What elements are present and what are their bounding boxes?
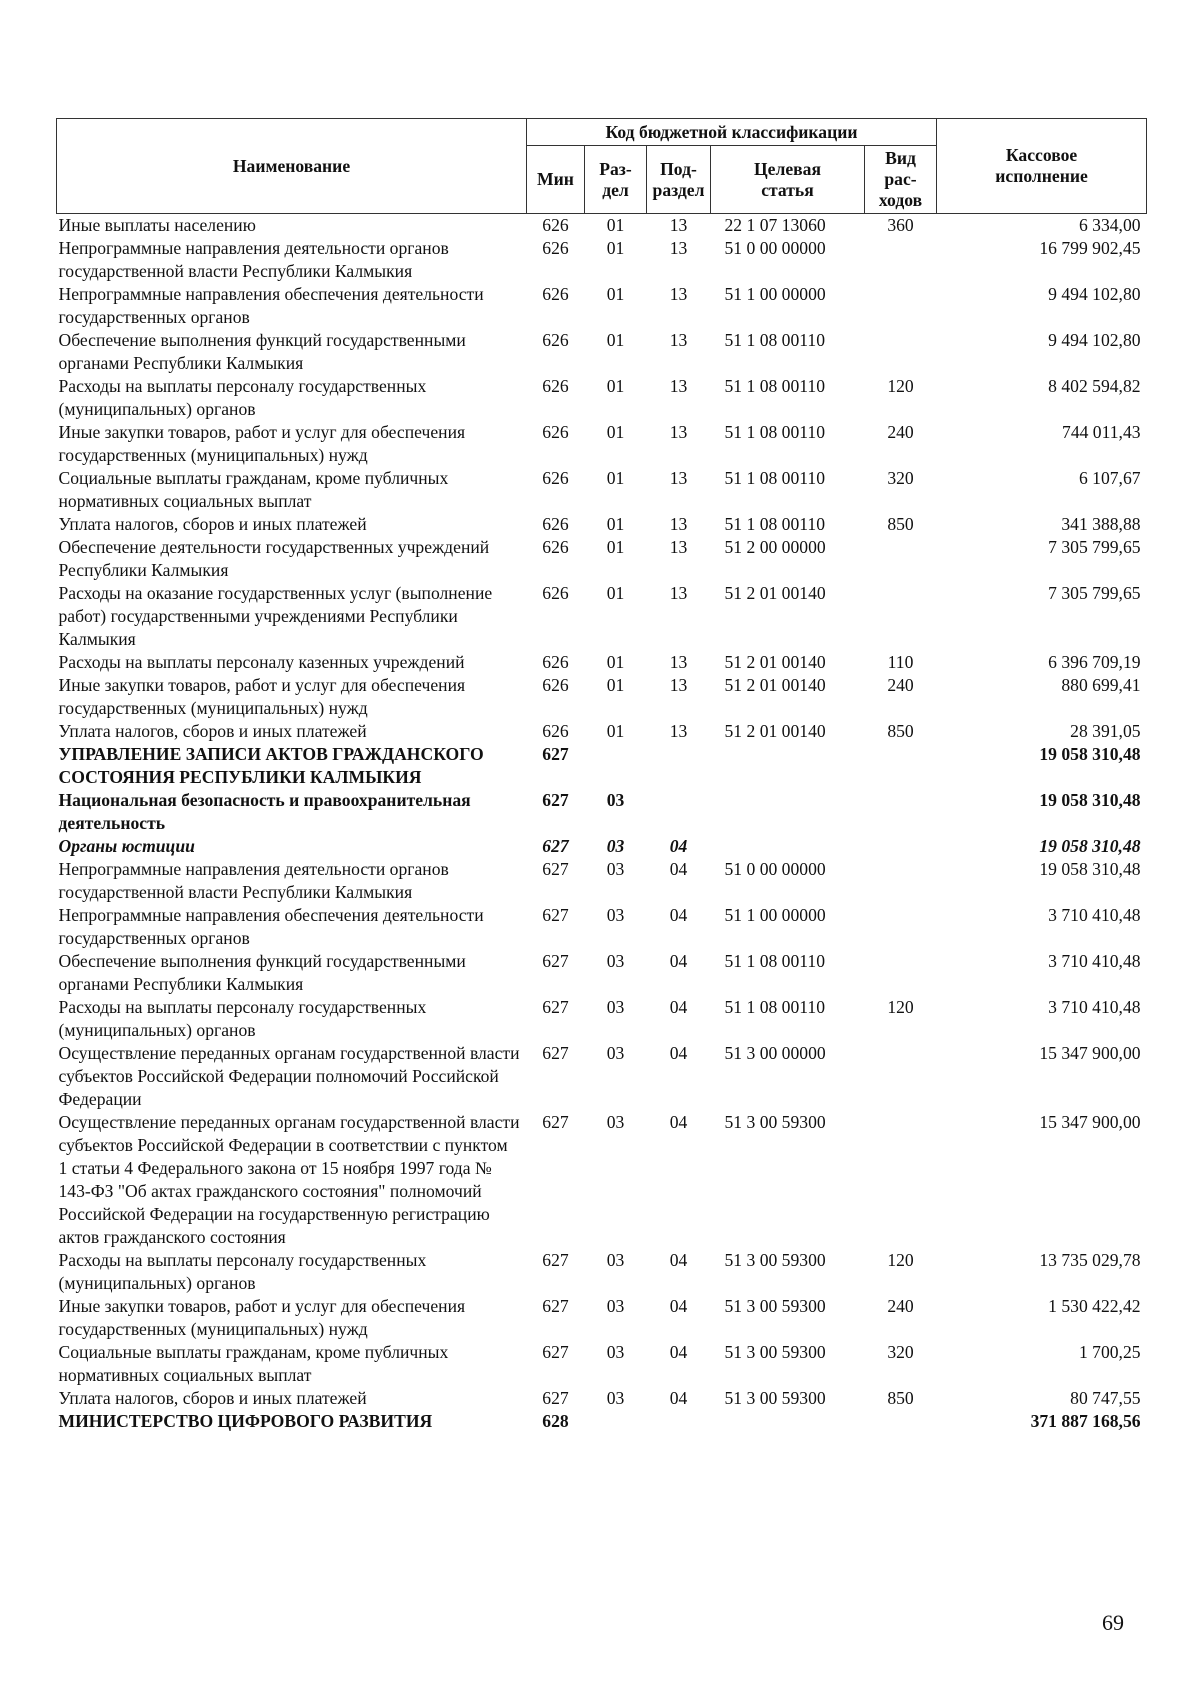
row-name: Обеспечение деятельности государственных учреждений Республики Калмыкия [58, 537, 490, 580]
row-target-article: 51 2 01 00140 [724, 675, 826, 695]
row-razdel: 03 [606, 836, 625, 856]
row-min: 626 [542, 652, 569, 672]
row-razdel: 01 [606, 330, 625, 350]
row-razdel: 01 [606, 721, 625, 741]
row-target-article: 51 1 00 00000 [724, 905, 826, 925]
row-cash-execution: 9 494 102,80 [1048, 330, 1141, 350]
row-podrazdel: 13 [669, 422, 688, 442]
row-podrazdel: 04 [669, 1388, 688, 1408]
row-razdel: 01 [606, 537, 625, 557]
table-row [57, 513, 1147, 536]
row-target-article: 51 0 00 00000 [724, 859, 826, 879]
row-name: Социальные выплаты гражданам, кроме публичных нормативных социальных выплат [58, 468, 449, 511]
header-classification-group: Код бюджетной классификации [527, 119, 937, 146]
row-razdel: 03 [606, 1296, 625, 1316]
header-name: Наименование [57, 119, 527, 214]
row-podrazdel: 04 [669, 1296, 688, 1316]
table-body [57, 214, 1147, 1434]
table-row [57, 421, 1147, 467]
row-expense-type: 120 [887, 997, 914, 1017]
row-name: Непрограммные направления обеспечения деятельности государственных органов [58, 284, 484, 327]
row-razdel [585, 743, 647, 789]
row-razdel: 01 [606, 514, 625, 534]
row-min: 627 [542, 1043, 569, 1063]
row-cash-execution: 880 699,41 [1061, 675, 1141, 695]
row-podrazdel: 13 [669, 652, 688, 672]
row-podrazdel [647, 789, 711, 835]
row-target-article: 51 1 08 00110 [724, 376, 826, 396]
row-target-article: 51 2 01 00140 [724, 652, 826, 672]
row-cash-execution: 341 388,88 [1061, 514, 1141, 534]
row-min: 626 [542, 215, 569, 235]
row-cash-execution: 3 710 410,48 [1048, 951, 1141, 971]
row-podrazdel: 04 [669, 1342, 688, 1362]
row-expense-type: 240 [887, 1296, 914, 1316]
row-min: 627 [542, 1112, 569, 1132]
row-name: Осуществление переданных органам государственной власти субъектов Российской Федерации полномочий Российской Федерации [58, 1043, 520, 1109]
row-podrazdel: 13 [669, 284, 688, 304]
row-cash-execution: 371 887 168,56 [1030, 1411, 1141, 1431]
table-row [57, 1249, 1147, 1295]
row-min: 626 [542, 721, 569, 741]
row-expense-type: 850 [887, 514, 914, 534]
row-min: 626 [542, 583, 569, 603]
table-row [57, 904, 1147, 950]
row-razdel: 03 [606, 951, 625, 971]
row-min: 627 [542, 905, 569, 925]
row-name: Непрограммные направления деятельности органов государственной власти Республики Калмыкия [58, 238, 449, 281]
row-expense-type: 850 [887, 1388, 914, 1408]
row-expense-type [865, 1042, 937, 1111]
row-min: 626 [542, 537, 569, 557]
row-razdel: 01 [606, 675, 625, 695]
row-razdel: 03 [606, 1250, 625, 1270]
row-expense-type: 240 [887, 675, 914, 695]
row-target-article: 51 1 08 00110 [724, 330, 826, 350]
row-min: 626 [542, 238, 569, 258]
row-name: Расходы на выплаты персоналу государственных (муниципальных) органов [58, 997, 427, 1040]
row-expense-type [865, 904, 937, 950]
row-podrazdel [647, 1410, 711, 1433]
table-row [57, 1042, 1147, 1111]
row-cash-execution: 7 305 799,65 [1048, 583, 1141, 603]
row-podrazdel: 04 [669, 905, 688, 925]
row-target-article: 51 1 08 00110 [724, 468, 826, 488]
row-target-article: 51 1 00 00000 [724, 284, 826, 304]
row-expense-type: 120 [887, 376, 914, 396]
row-podrazdel: 13 [669, 330, 688, 350]
row-name: Иные закупки товаров, работ и услуг для обеспечения государственных (муниципальных) нужд [58, 1296, 466, 1339]
row-razdel: 03 [606, 1112, 625, 1132]
row-min: 626 [542, 376, 569, 396]
row-name: Непрограммные направления деятельности органов государственной власти Республики Калмыкия [58, 859, 449, 902]
row-expense-type [865, 283, 937, 329]
row-cash-execution: 6 396 709,19 [1048, 652, 1141, 672]
row-podrazdel: 13 [669, 675, 688, 695]
table-header [57, 119, 1147, 214]
row-razdel: 01 [606, 238, 625, 258]
row-podrazdel: 13 [669, 215, 688, 235]
row-name: Уплата налогов, сборов и иных платежей [58, 721, 367, 741]
row-target-article: 51 2 00 00000 [724, 537, 826, 557]
row-expense-type [865, 743, 937, 789]
table-row [57, 1111, 1147, 1249]
header-podrazdel: Под- раздел [647, 146, 711, 214]
row-razdel: 01 [606, 652, 625, 672]
row-podrazdel: 04 [669, 997, 688, 1017]
row-podrazdel: 04 [669, 1250, 688, 1270]
row-expense-type [865, 582, 937, 651]
table-row [57, 720, 1147, 743]
row-podrazdel: 04 [669, 859, 688, 879]
row-razdel: 01 [606, 284, 625, 304]
row-target-article: 51 1 08 00110 [724, 997, 826, 1017]
row-razdel: 03 [606, 1388, 625, 1408]
row-expense-type: 110 [887, 652, 914, 672]
table-row [57, 996, 1147, 1042]
row-min: 627 [542, 951, 569, 971]
row-target-article: 51 2 01 00140 [724, 583, 826, 603]
row-expense-type: 120 [887, 1250, 914, 1270]
table-row [57, 1410, 1147, 1433]
row-min: 626 [542, 514, 569, 534]
row-expense-type [865, 1111, 937, 1249]
header-target-article: Целевая статья [711, 146, 865, 214]
table-row [57, 1295, 1147, 1341]
row-cash-execution: 3 710 410,48 [1048, 997, 1141, 1017]
row-razdel: 01 [606, 422, 625, 442]
table-row [57, 1387, 1147, 1410]
header-cash-execution: Кассовое исполнение [937, 119, 1147, 214]
row-razdel: 03 [606, 1342, 625, 1362]
row-name: Иные закупки товаров, работ и услуг для обеспечения государственных (муниципальных) нужд [58, 675, 466, 718]
row-target-article: 51 3 00 59300 [724, 1342, 826, 1362]
row-podrazdel: 13 [669, 376, 688, 396]
row-expense-type [865, 835, 937, 858]
row-cash-execution: 19 058 310,48 [1039, 836, 1141, 856]
row-name: МИНИСТЕРСТВО ЦИФРОВОГО РАЗВИТИЯ [58, 1411, 433, 1431]
row-expense-type [865, 950, 937, 996]
table-row [57, 674, 1147, 720]
row-name: Иные выплаты населению [58, 215, 256, 235]
row-expense-type: 850 [887, 721, 914, 741]
row-expense-type [865, 329, 937, 375]
row-cash-execution: 8 402 594,82 [1048, 376, 1141, 396]
row-razdel: 03 [606, 905, 625, 925]
table-row [57, 835, 1147, 858]
row-name: УПРАВЛЕНИЕ ЗАПИСИ АКТОВ ГРАЖДАНСКОГО СОСТОЯНИЯ РЕСПУБЛИКИ КАЛМЫКИЯ [58, 744, 484, 787]
row-razdel: 03 [606, 859, 625, 879]
row-target-article: 22 1 07 13060 [724, 215, 826, 235]
row-name: Обеспечение выполнения функций государственными органами Республики Калмыкия [58, 330, 466, 373]
row-cash-execution: 15 347 900,00 [1039, 1112, 1141, 1132]
row-expense-type [865, 237, 937, 283]
table-row [57, 214, 1147, 238]
row-name: Национальная безопасность и правоохранительная деятельность [58, 790, 471, 833]
table-row [57, 789, 1147, 835]
row-min: 626 [542, 675, 569, 695]
row-expense-type [865, 1410, 937, 1433]
row-razdel: 01 [606, 376, 625, 396]
table-row [57, 467, 1147, 513]
row-cash-execution: 744 011,43 [1062, 422, 1141, 442]
row-podrazdel: 13 [669, 514, 688, 534]
row-target-article: 51 1 08 00110 [724, 422, 826, 442]
row-razdel: 01 [606, 215, 625, 235]
header-min: Мин [527, 146, 585, 214]
row-target-article: 51 3 00 59300 [724, 1112, 826, 1132]
row-podrazdel: 13 [669, 238, 688, 258]
page-number: 69 [1102, 1610, 1124, 1635]
row-razdel: 01 [606, 583, 625, 603]
row-cash-execution: 13 735 029,78 [1039, 1250, 1141, 1270]
row-cash-execution: 6 334,00 [1078, 215, 1141, 235]
row-min: 627 [542, 836, 569, 856]
row-min: 626 [542, 330, 569, 350]
row-name: Уплата налогов, сборов и иных платежей [58, 1388, 367, 1408]
row-cash-execution: 7 305 799,65 [1048, 537, 1141, 557]
row-cash-execution: 6 107,67 [1078, 468, 1141, 488]
row-podrazdel: 04 [669, 836, 688, 856]
row-target-article: 51 1 08 00110 [724, 951, 826, 971]
row-cash-execution: 80 747,55 [1070, 1388, 1141, 1408]
row-target-article: 51 3 00 59300 [724, 1250, 826, 1270]
row-min: 626 [542, 468, 569, 488]
row-razdel: 03 [606, 997, 625, 1017]
row-name: Социальные выплаты гражданам, кроме публичных нормативных социальных выплат [58, 1342, 449, 1385]
row-target-article: 51 2 01 00140 [724, 721, 826, 741]
row-cash-execution: 9 494 102,80 [1048, 284, 1141, 304]
row-min: 627 [542, 1388, 569, 1408]
row-podrazdel: 04 [669, 951, 688, 971]
header-razdel: Раз- дел [585, 146, 647, 214]
row-name: Расходы на выплаты персоналу государственных (муниципальных) органов [58, 1250, 427, 1293]
row-podrazdel: 13 [669, 468, 688, 488]
row-razdel: 03 [606, 1043, 625, 1063]
row-min: 627 [542, 1250, 569, 1270]
row-expense-type: 320 [887, 1342, 914, 1362]
row-name: Органы юстиции [58, 836, 195, 856]
row-expense-type [865, 858, 937, 904]
table-row [57, 329, 1147, 375]
row-podrazdel: 13 [669, 537, 688, 557]
table-row [57, 858, 1147, 904]
row-name: Иные закупки товаров, работ и услуг для обеспечения государственных (муниципальных) нужд [58, 422, 466, 465]
row-name: Непрограммные направления обеспечения деятельности государственных органов [58, 905, 484, 948]
header-expense-type: Вид рас- ходов [865, 146, 937, 214]
row-target-article: 51 3 00 59300 [724, 1296, 826, 1316]
row-expense-type: 360 [887, 215, 914, 235]
row-target-article: 51 3 00 00000 [724, 1043, 826, 1063]
row-podrazdel: 04 [669, 1043, 688, 1063]
table-row [57, 536, 1147, 582]
row-expense-type: 240 [887, 422, 914, 442]
row-min: 627 [542, 859, 569, 879]
table-row [57, 237, 1147, 283]
row-min: 627 [542, 744, 569, 764]
table-row [57, 582, 1147, 651]
row-name: Обеспечение выполнения функций государственными органами Республики Калмыкия [58, 951, 466, 994]
row-min: 627 [542, 1342, 569, 1362]
row-expense-type: 320 [887, 468, 914, 488]
row-podrazdel [647, 743, 711, 789]
row-name: Расходы на выплаты персоналу государственных (муниципальных) органов [58, 376, 427, 419]
table-row [57, 743, 1147, 789]
row-min: 627 [542, 997, 569, 1017]
row-podrazdel: 04 [669, 1112, 688, 1132]
row-min: 627 [542, 1296, 569, 1316]
row-min: 628 [542, 1411, 569, 1431]
table-row [57, 651, 1147, 674]
budget-table [56, 118, 1147, 1433]
row-min: 626 [542, 422, 569, 442]
row-razdel: 03 [606, 790, 625, 810]
row-cash-execution: 15 347 900,00 [1039, 1043, 1141, 1063]
row-cash-execution: 19 058 310,48 [1039, 859, 1141, 879]
row-podrazdel: 13 [669, 583, 688, 603]
row-cash-execution: 28 391,05 [1070, 721, 1141, 741]
row-cash-execution: 19 058 310,48 [1039, 744, 1141, 764]
row-cash-execution: 3 710 410,48 [1048, 905, 1141, 925]
row-razdel: 01 [606, 468, 625, 488]
row-target-article [711, 1410, 865, 1433]
row-podrazdel: 13 [669, 721, 688, 741]
row-target-article [711, 789, 865, 835]
row-cash-execution: 19 058 310,48 [1039, 790, 1141, 810]
row-target-article: 51 3 00 59300 [724, 1388, 826, 1408]
row-min: 627 [542, 790, 569, 810]
table-row [57, 375, 1147, 421]
table-row [57, 1341, 1147, 1387]
row-expense-type [865, 536, 937, 582]
row-name: Расходы на оказание государственных услуг (выполнение работ) государственными учреждениями Республики Калмыкия [58, 583, 493, 649]
row-razdel [585, 1410, 647, 1433]
row-name: Уплата налогов, сборов и иных платежей [58, 514, 367, 534]
row-name: Расходы на выплаты персоналу казенных учреждений [58, 652, 465, 672]
table-row [57, 283, 1147, 329]
row-name: Осуществление переданных органам государственной власти субъектов Российской Федерации в соответствии с пунктом 1 статьи 4 Федерального закона от 15 ноября 1997 года № 143-ФЗ "Об актах гражданского состояния" полномочий Российской Федерации на государственную регистрацию актов гражданского состояния [58, 1112, 520, 1247]
row-cash-execution: 16 799 902,45 [1039, 238, 1141, 258]
row-target-article: 51 0 00 00000 [724, 238, 826, 258]
row-cash-execution: 1 700,25 [1078, 1342, 1141, 1362]
row-target-article [711, 743, 865, 789]
row-min: 626 [542, 284, 569, 304]
row-target-article: 51 1 08 00110 [724, 514, 826, 534]
row-cash-execution: 1 530 422,42 [1048, 1296, 1141, 1316]
row-target-article [711, 835, 865, 858]
table-row [57, 950, 1147, 996]
row-expense-type [865, 789, 937, 835]
